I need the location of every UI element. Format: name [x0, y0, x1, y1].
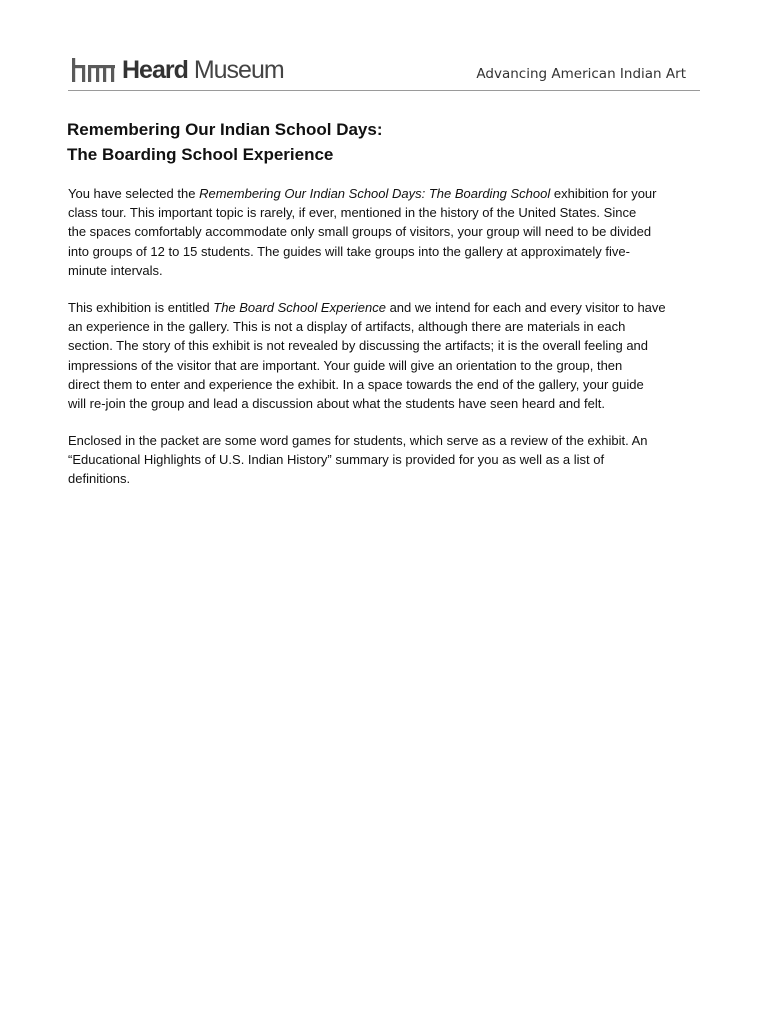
paragraph-1-line: minute intervals. — [68, 262, 163, 278]
heard-museum-logo — [72, 54, 284, 86]
paragraph-2-line: direct them to enter and experience the exhibit. In a space towards the end of the gallery, your guide — [68, 376, 644, 392]
logo-word-museum: Museum — [187, 56, 284, 84]
paragraph-1-line — [68, 184, 708, 203]
paragraph-3-line: “Educational Highlights of U.S. Indian History” summary is provided for you as well as a list of — [68, 452, 605, 468]
paragraph-2-text: and we intend for each and every visitor to have — [385, 300, 666, 315]
tagline: Advancing American Indian Art — [476, 66, 686, 82]
paragraph-2-line: will re-join the group and lead a discussion about what the students have seen heard and felt. — [68, 396, 605, 412]
paragraph-1-line: the spaces comfortably accommodate only small groups of visitors, your group will need to be divided — [68, 224, 652, 240]
paragraph-2-line: an experience in the gallery. This is not a display of artifacts, although there are materials in each — [68, 319, 626, 335]
exhibition-name-italic: The Board School Experience — [213, 300, 386, 315]
paragraph-1-text: exhibition for your — [550, 186, 657, 201]
paragraph-3-line: Enclosed in the packet are some word games for students, which serve as a review of the exhibit. An — [68, 433, 648, 448]
title-line-2: The Boarding School Experience — [67, 145, 334, 164]
letterhead — [68, 54, 700, 90]
paragraph-2-line — [68, 298, 708, 317]
heard-museum-hm-logo-icon — [72, 58, 116, 82]
paragraph-2 — [68, 298, 708, 413]
paragraph-3 — [68, 431, 708, 489]
paragraph-1-line: class tour. This important topic is rarely, if ever, mentioned in the history of the United States. Since — [68, 205, 637, 221]
header-divider — [68, 90, 700, 91]
paragraph-1-line: into groups of 12 to 15 students. The guides will take groups into the gallery at approximately five- — [68, 243, 630, 259]
paragraph-2-line: impressions of the visitor that are important. Your guide will give an orientation to the group, then — [68, 357, 623, 373]
paragraph-1 — [68, 184, 708, 280]
document-title — [67, 117, 707, 167]
paragraph-2-line: section. The story of this exhibit is not revealed by discussing the artifacts; it is the overall feeling and — [68, 338, 649, 354]
exhibition-title-italic: Remembering Our Indian School Days: The Boarding School — [199, 186, 551, 201]
title-line-1: Remembering Our Indian School Days: — [67, 120, 383, 139]
logo-word-heard: Heard — [122, 56, 188, 84]
paragraph-1-text: You have selected the — [68, 186, 200, 201]
paragraph-2-text: This exhibition is entitled — [68, 300, 214, 315]
paragraph-3-line: definitions. — [68, 471, 131, 487]
logo-wordmark — [122, 54, 284, 86]
